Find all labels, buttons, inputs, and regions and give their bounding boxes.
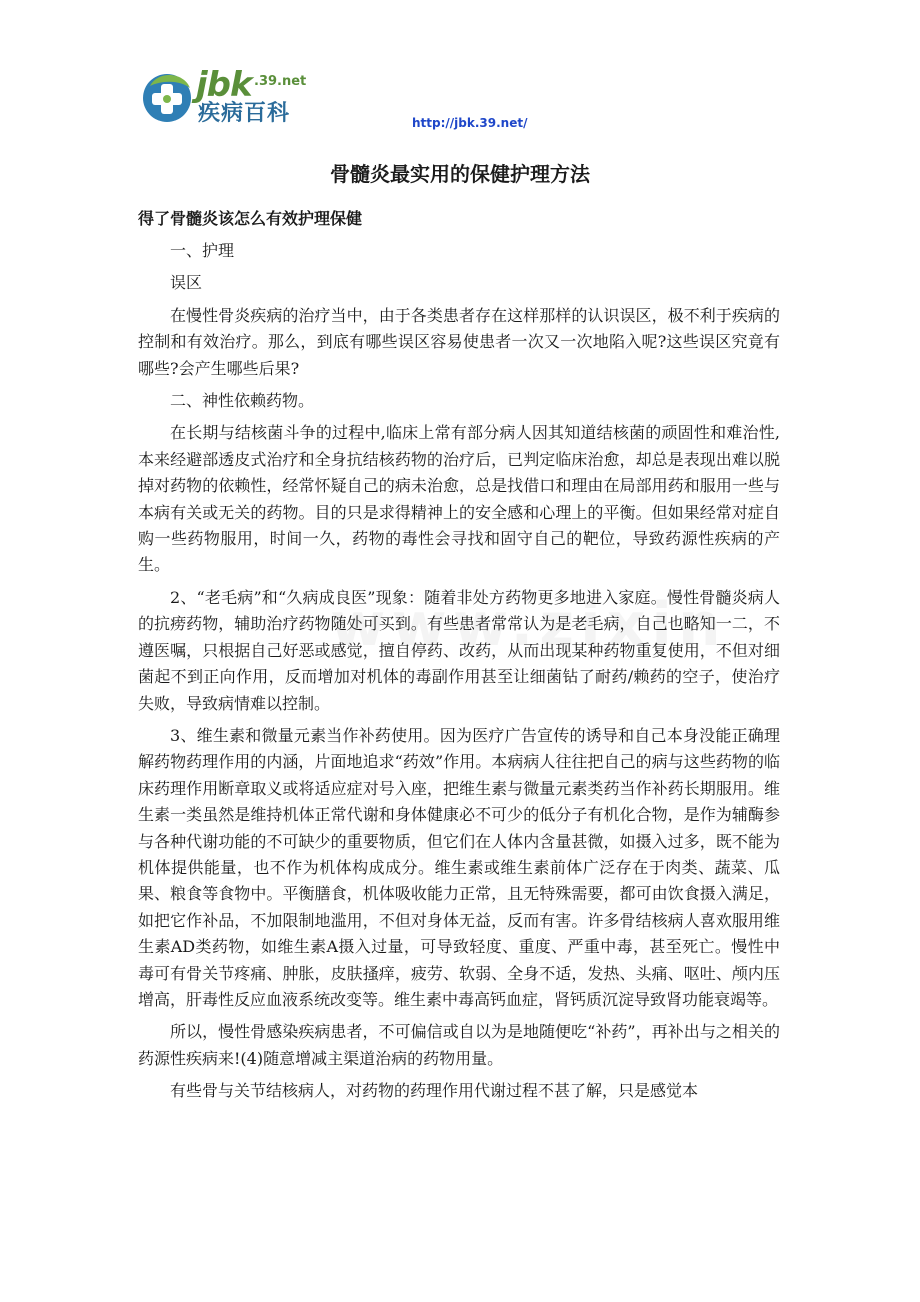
document-body (138, 206, 780, 1111)
document-subtitle: 得了骨髓炎该怎么有效护理保健 (138, 209, 363, 228)
logo-chinese-name: 疾病百科 (198, 101, 291, 126)
site-logo[interactable] (140, 65, 307, 128)
paragraph: 误区 (170, 273, 203, 293)
document-title: 骨髓炎最实用的保健护理方法 (330, 162, 590, 186)
paragraph: 在慢性骨炎疾病的治疗当中，由于各类患者存在这样那样的认识误区，极不利于疾病的控制和有效治疗。那么，到底有哪些误区容易使患者一次又一次地陷入呢?这些误区究竟有哪些?会产生哪些后果? (138, 305, 780, 378)
paragraph: 3、维生素和微量元素当作补药使用。因为医疗广告宣传的诱导和自己本身没能正确理解药物药理作用的内涵，片面地追求“药效”作用。本病病人往往把自己的病与这些药物的临床药理作用断章取义或将适应症对号入座，把维生素与微量元素类药当作补药长期服用。维生素一类虽然是维持机体正常代谢和身体健康必不可少的低分子有机化合物，是作为辅酶参与各种代谢功能的不可缺少的重要物质，但它们在人体内含量甚微，如摄入过多，既不能为机体提供能量，也不作为机体构成成分。维生素或维生素前体广泛存在于肉类、蔬菜、瓜果、粮食等食物中。平衡膳食，机体吸收能力正常，且无特殊需要，都可由饮食摄入满足，如把它作补品，不加限制地滥用，不但对身体无益，反而有害。许多骨结核病人喜欢服用维生素AD类药物，如维生素A摄入过量，可导致轻度、重度、严重中毒，甚至死亡。慢性中毒可有骨关节疼痛、肿胀，皮肤搔痒，疲劳、软弱、全身不适，发热、头痛、呕吐、颅内压增高，肝毒性反应血液系统改变等。维生素中毒高钙血症，肾钙质沉淀导致肾功能衰竭等。 (138, 725, 780, 1009)
site-url-link[interactable]: http://jbk.39.net/ (412, 116, 528, 130)
logo-wordmark: jbk (196, 65, 252, 105)
paragraph: 所以，慢性骨感染疾病患者，不可偏信或自以为是地随便吃“补药”，再补出与之相关的药源性疾病来!(4)随意增减主渠道治病的药物用量。 (138, 1022, 780, 1068)
paragraph: 2、“老毛病”和“久病成良医”现象：随着非处方药物更多地进入家庭。慢性骨髓炎病人的抗痨药物，辅助治疗药物随处可买到。有些患者常常认为是老毛病，自己也略知一二，不遵医嘱，只根据自己好恶或感觉，擅自停药、改药，从而出现某种药物重复使用，不但对细菌起不到正向作用，反而增加对机体的毒副作用甚至让细菌钻了耐药/赖药的空子，使治疗失败，导致病情难以控制。 (138, 587, 780, 713)
paragraph: 一、护理 (170, 241, 235, 260)
page-header (0, 0, 920, 140)
paragraph: 二、神性依赖药物。 (170, 391, 315, 411)
logo-cross-icon (140, 68, 196, 126)
paragraph: 在长期与结核菌斗争的过程中,临床上常有部分病人因其知道结核菌的顽固性和难治性,本来经避部透皮式治疗和全身抗结核药物的治疗后，已判定临床治愈，却总是表现出难以脱掉对药物的依赖性，经常怀疑自己的病未治愈，总是找借口和理由在局部用药和服用一些与本病有关或无关的药物。目的只是求得精神上的安全感和心理上的平衡。但如果经常对症自购一些药物服用，时间一久，药物的毒性会寻找和固守自己的靶位，导致药源性疾病的产生。 (138, 423, 780, 575)
paragraph: 有些骨与关节结核病人，对药物的药理作用代谢过程不甚了解，只是感觉本 (170, 1081, 699, 1101)
logo-domain: .39.net (254, 74, 307, 89)
